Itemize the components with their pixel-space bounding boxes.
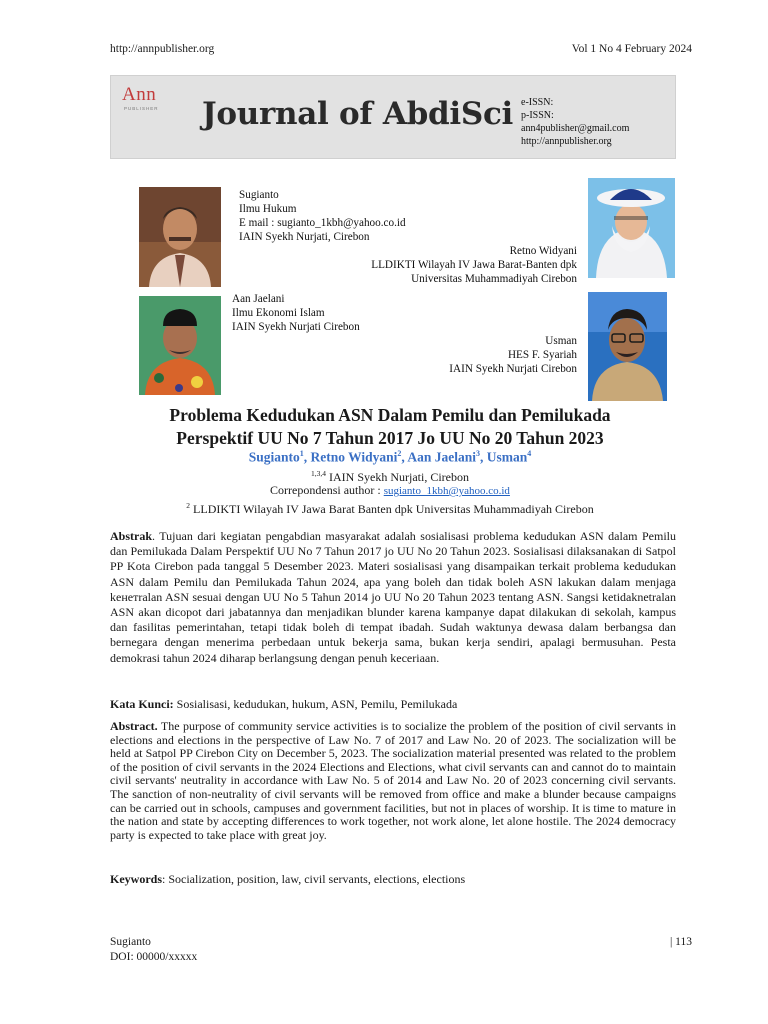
author-field: LLDIKTI Wilayah IV Jawa Barat-Banten dpk (371, 259, 577, 271)
paper-title-line1: Problema Kedudukan ASN Dalam Pemilu dan Pemilukada (169, 405, 611, 425)
author-field: HES F. Syariah (507, 349, 577, 361)
author-photo-retno (588, 178, 675, 278)
author-card-aan (232, 292, 360, 334)
kata-kunci-label: Kata Kunci: (110, 697, 174, 711)
affiliation-text: IAIN Syekh Nurjati, Cirebon (326, 470, 469, 484)
author-sup: 4 (527, 449, 532, 458)
author-photo-usman (588, 292, 667, 401)
abstrak-text: . Tujuan dari kegiatan pengabdian masyarakat adalah sosialisasi problema kedudukan ASN dalam Pemilu dan Pemilukada Dalam Perspektif UU No 7 Tahun 2017 jo UU No 20 Tahun 2023. Sosialisasi dilaksanakan di Satpol PP Kota Cirebon pada tanggal 5 Desember 2023. Materi sosialisasi yang disampaikan terkait problema kedudukan ASN dalam Pemilu dan Pemilukada Tahun 2024, apa yang boleh dan tidak boleh ASN lakukan dalam menjaga keнетralan ASN sesuai dengan UU No 5 Tahun 2014 jo UU No 20 Tahun 2023 tentang ASN. Sangsi ketidaknetralan ASN akan dicopot dari jabatannya dan menjadikan blunder karena kampanye dapat dilakukan di sekolah, kampus dan fasilitas pemerintahan, tetapi tidak boleh di tempat ibadah. Sudah waktunya dewasa dalam berbangsa dan bernegara dengan menerima perbedaan untuk bekerja sama, bukan kerja sendiri, apalagi bermusuhan. Pesta demokrasi tahun 2024 diharap berlangsung dengan penuh keceriaan. (110, 529, 676, 665)
logo-text: Ann (122, 84, 157, 105)
author-card-sugianto (239, 188, 406, 244)
author-name: Usman (545, 335, 577, 347)
publisher-logo (122, 84, 170, 112)
logo-subtext: PUBLISHER (124, 106, 159, 111)
publisher-email: ann4publisher@gmail.com (521, 123, 630, 134)
author-photo-sugianto (139, 187, 221, 287)
author-photo-aan (139, 296, 221, 395)
author-link[interactable]: Aan Jaelani (407, 449, 477, 465)
author-name: Sugianto (239, 189, 279, 201)
author-sep: , (480, 449, 487, 465)
kata-kunci (110, 697, 676, 712)
eissn: e-ISSN: (521, 97, 554, 108)
affiliation-text: LLDIKTI Wilayah IV Jawa Barat Banten dpk Universitas Muhammadiyah Cirebon (190, 502, 594, 516)
correspondence-label: Correpondensi author : (270, 483, 384, 497)
author-institution: IAIN Syekh Nurjati Cirebon (449, 363, 577, 375)
author-link[interactable]: Sugianto (248, 449, 300, 465)
correspondence-email-link[interactable]: sugianto_1kbh@yahoo.co.id (383, 485, 510, 497)
author-sup: 1 (299, 449, 304, 458)
journal-title: Journal of AbdiSci (202, 96, 514, 132)
author-card-usman (449, 334, 577, 376)
abstrak-section (110, 529, 676, 666)
journal-banner (110, 75, 676, 159)
kata-kunci-text: Sosialisasi, kedudukan, hukum, ASN, Pemilu, Pemilukada (173, 697, 458, 711)
author-email: E mail : sugianto_1kbh@yahoo.co.id (239, 217, 406, 229)
author-link[interactable]: Usman (486, 449, 528, 465)
author-sup: 2 (397, 449, 402, 458)
abstrak-label: Abstrak (110, 529, 153, 543)
issn-info (521, 96, 629, 148)
abstract-section (110, 720, 676, 842)
author-link[interactable]: Retno Widyani (310, 449, 398, 465)
keywords (110, 872, 676, 887)
affiliation-sup: 2 (186, 501, 191, 510)
correspondence (90, 483, 690, 499)
author-name: Aan Jaelani (232, 293, 285, 305)
paper-title-line2: Perspektif UU No 7 Tahun 2017 Jo UU No 20 Tahun 2023 (176, 428, 604, 448)
author-sep: , (401, 449, 408, 465)
abstract-text: The purpose of community service activities is to socialize the problem of the position of civil servants in elections and elections in the perspective of Law No. 7 of 2017 and Law No. 20 of 2023. The socialization will be held at Satpol PP Cirebon City on December 5, 2023. The socialization material presented was related to the problem of the position of civil servants in the 2024 Elections and Elections, what civil servants can and cannot do to maintain civil servants' neutrality in accordance with Law No. 5 of 2014 and Law No. 20 of 2023 concerning civil servants. The sanction of non-neutrality of civil servants will be removed from office and make a blunder because campaigns can be carried out in schools, campuses and government facilities, but not in places of worship. It is time to mature in the nation and state by accepting differences to work together, not work alone, let alone hostile. The 2024 democracy party is expected to take place with great joy. (110, 719, 676, 842)
keywords-text: : Socialization, position, law, civil servants, elections, elections (162, 872, 466, 886)
author-field: Ilmu Ekonomi Islam (232, 307, 325, 319)
header-volume: Vol 1 No 4 February 2024 (571, 43, 692, 55)
affiliation-2 (90, 498, 690, 517)
publisher-site: http://annpublisher.org (521, 136, 612, 147)
abstract-label: Abstract. (110, 719, 158, 733)
author-institution: IAIN Syekh Nurjati, Cirebon (239, 231, 370, 243)
footer-author: Sugianto (110, 936, 151, 948)
author-sup: 3 (476, 449, 481, 458)
author-card-retno (371, 244, 577, 286)
pissn: p-ISSN: (521, 110, 554, 121)
paper-authors (90, 449, 690, 466)
footer-page-number: | 113 (669, 936, 692, 948)
affiliation-sup: 1,3,4 (311, 469, 326, 478)
author-name: Retno Widyani (509, 245, 577, 257)
paper-title (90, 404, 690, 450)
keywords-label: Keywords (110, 872, 162, 886)
author-institution: Universitas Muhammadiyah Cirebon (411, 273, 577, 285)
header-url: http://annpublisher.org (110, 43, 215, 55)
author-field: Ilmu Hukum (239, 203, 297, 215)
footer-doi: DOI: 00000/xxxxx (110, 951, 198, 963)
author-sep: , (303, 449, 311, 465)
author-institution: IAIN Syekh Nurjati Cirebon (232, 321, 360, 333)
